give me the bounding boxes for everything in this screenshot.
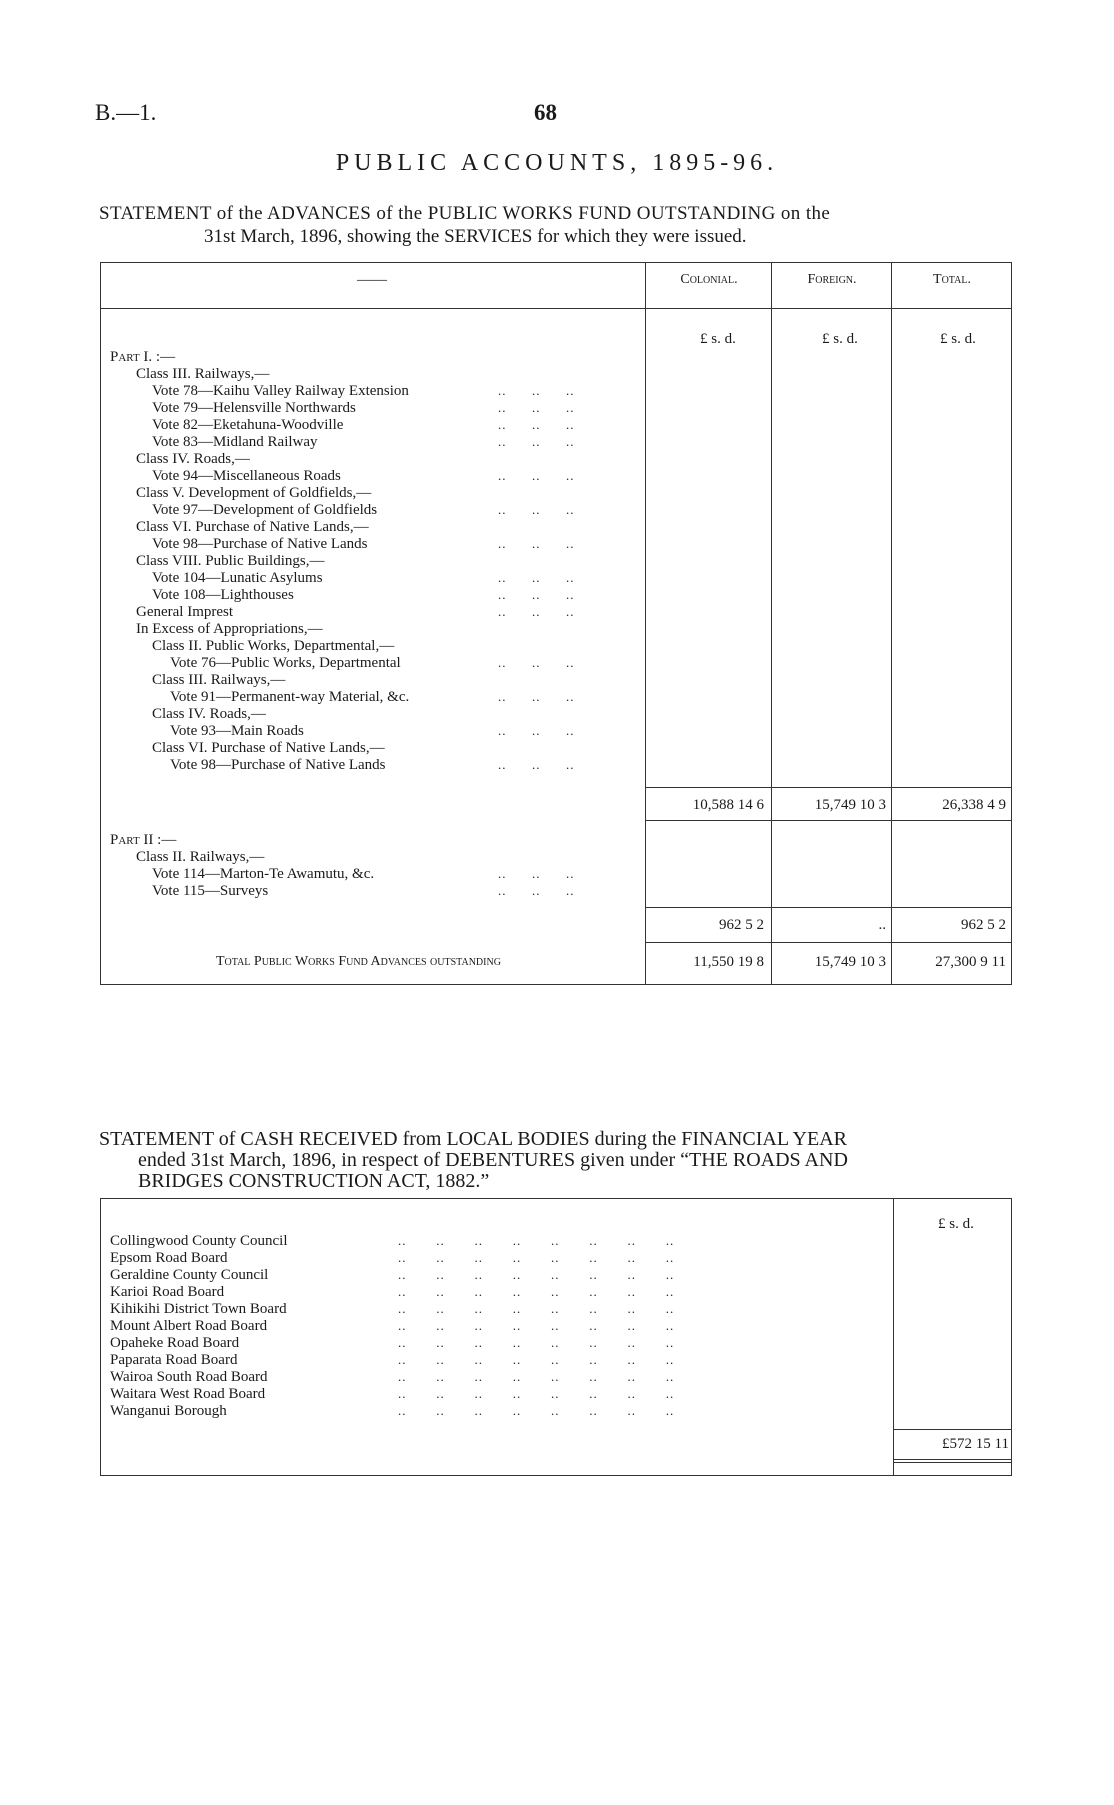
leader-dots: .. .. .. .. .. .. .. ..	[398, 1335, 675, 1350]
leader-dots: .. .. .. .. .. .. .. ..	[398, 1250, 675, 1265]
part2-subtotal-rule	[645, 907, 1012, 908]
total-column-header: Total.	[933, 272, 971, 287]
colonial-units: £ s. d.	[700, 331, 736, 347]
local-body-name: Epsom Road Board	[110, 1250, 228, 1266]
table2-right-rule	[1011, 1198, 1012, 1475]
row-heading: Class III. Railways,—	[152, 672, 286, 688]
leader-dots: .. .. ..	[498, 400, 575, 415]
row-label: General Imprest	[136, 604, 234, 620]
row-heading: In Excess of Appropriations,—	[136, 621, 323, 637]
row-label: Vote 98—Purchase of Native Lands	[152, 536, 368, 552]
leader-dots: .. .. ..	[498, 689, 575, 704]
leader-dots: .. .. ..	[498, 655, 575, 670]
statement2-heading-line2: ended 31st March, 1896, in respect of DEBENTURES given under “THE ROADS AND	[138, 1149, 848, 1171]
part2-total-foreign: ..	[878, 917, 886, 933]
leader-dots: .. .. .. .. .. .. .. ..	[398, 1386, 675, 1401]
total-units: £ s. d.	[940, 331, 976, 347]
grand-total-colonial: 11,550 19 8	[693, 954, 764, 970]
part2-total-total: 962 5 2	[961, 917, 1006, 933]
part1-total-colonial: 10,588 14 6	[692, 797, 764, 813]
leader-dots: .. .. ..	[498, 434, 575, 449]
leader-dots: .. .. .. .. .. .. .. ..	[398, 1403, 675, 1418]
local-body-name: Wairoa South Road Board	[110, 1369, 268, 1385]
row-label: Vote 114—Marton-Te Awamutu, &c.	[152, 866, 375, 882]
table1-dash-header: ——	[357, 272, 387, 288]
part1-subtotal-underline	[645, 820, 1012, 821]
leader-dots: .. .. ..	[498, 723, 575, 738]
local-body-name: Karioi Road Board	[110, 1284, 225, 1300]
row-heading: Class VIII. Public Buildings,—	[136, 553, 325, 569]
table1-left-rule	[100, 262, 101, 984]
page-title: PUBLIC ACCOUNTS, 1895-96.	[335, 150, 779, 176]
row-label: Vote 82—Eketahuna-Woodville	[152, 417, 344, 433]
local-body-name: Opaheke Road Board	[110, 1335, 240, 1351]
leader-dots: .. .. ..	[498, 570, 575, 585]
leader-dots: .. .. ..	[498, 502, 575, 517]
row-label: Vote 78—Kaihu Valley Railway Extension	[152, 383, 409, 399]
row-heading: Class IV. Roads,—	[152, 706, 266, 722]
row-label: Vote 98—Purchase of Native Lands	[170, 757, 386, 773]
table2-amount-rule	[893, 1198, 894, 1475]
statement2-heading-line1: STATEMENT of CASH RECEIVED from LOCAL BODIES during the FINANCIAL YEAR	[99, 1128, 847, 1150]
leader-dots: .. .. .. .. .. .. .. ..	[398, 1284, 675, 1299]
row-label: Vote 93—Main Roads	[170, 723, 304, 739]
leader-dots: .. .. ..	[498, 417, 575, 432]
row-label: Vote 97—Development of Goldfields	[152, 502, 378, 518]
table1-foreign-rule	[771, 262, 772, 984]
leader-dots: .. .. ..	[498, 757, 575, 772]
table2-total-underline-1	[893, 1459, 1012, 1460]
row-heading: Class III. Railways,—	[136, 366, 270, 382]
document-series: B.—1.	[95, 100, 157, 125]
row-heading: Class II. Public Works, Departmental,—	[152, 638, 395, 654]
leader-dots: .. .. ..	[498, 468, 575, 483]
table2-total-underline-2	[893, 1462, 1012, 1463]
table2-total-rule	[893, 1429, 1012, 1430]
statement1-heading-line2: 31st March, 1896, showing the SERVICES for which they were issued.	[204, 226, 747, 247]
leader-dots: .. .. ..	[498, 604, 575, 619]
leader-dots: .. .. ..	[498, 587, 575, 602]
local-body-name: Kihikihi District Town Board	[110, 1301, 287, 1317]
grand-total-foreign: 15,749 10 3	[814, 954, 886, 970]
row-heading: Class V. Development of Goldfields,—	[136, 485, 372, 501]
row-label: Vote 79—Helensville Northwards	[152, 400, 356, 416]
local-body-name: Geraldine County Council	[110, 1267, 269, 1283]
grand-total-label: Total Public Works Fund Advances outstanding	[216, 954, 501, 969]
table2-total: £572 15 11	[942, 1436, 1009, 1452]
local-body-name: Collingwood County Council	[110, 1233, 288, 1249]
part2-subtotal-underline	[645, 942, 1012, 943]
table1-total-rule	[891, 262, 892, 984]
part1-subtotal-rule	[645, 787, 1012, 788]
leader-dots: .. .. ..	[498, 866, 575, 881]
table2-left-rule	[100, 1198, 101, 1475]
colonial-column-header: Colonial.	[680, 272, 738, 287]
leader-dots: .. .. .. .. .. .. .. ..	[398, 1369, 675, 1384]
statement1-heading-line1: STATEMENT of the ADVANCES of the PUBLIC WORKS FUND OUTSTANDING on the	[99, 203, 831, 224]
leader-dots: .. .. .. .. .. .. .. ..	[398, 1318, 675, 1333]
row-heading: Class IV. Roads,—	[136, 451, 250, 467]
local-body-name: Wanganui Borough	[110, 1403, 227, 1419]
row-label: Vote 94—Miscellaneous Roads	[152, 468, 341, 484]
local-body-name: Paparata Road Board	[110, 1352, 238, 1368]
local-body-name: Waitara West Road Board	[110, 1386, 266, 1402]
table1-top-rule	[100, 262, 1012, 263]
table2-units: £ s. d.	[938, 1216, 974, 1232]
part1-heading: Part I. :—	[110, 349, 176, 365]
table1-colonial-rule	[645, 262, 646, 984]
leader-dots: .. .. .. .. .. .. .. ..	[398, 1352, 675, 1367]
table2-bottom-rule	[100, 1475, 1012, 1476]
part2-total-colonial: 962 5 2	[719, 917, 764, 933]
part1-total-foreign: 15,749 10 3	[814, 797, 886, 813]
page-number: 68	[534, 100, 557, 125]
leader-dots: .. .. .. .. .. .. .. ..	[398, 1233, 675, 1248]
table1-header-rule	[100, 308, 1012, 309]
part1-total-total: 26,338 4 9	[942, 797, 1006, 813]
row-label: Vote 104—Lunatic Asylums	[152, 570, 323, 586]
row-label: Vote 76—Public Works, Departmental	[170, 655, 401, 671]
leader-dots: .. .. ..	[498, 883, 575, 898]
foreign-column-header: Foreign.	[807, 272, 857, 287]
row-label: Vote 115—Surveys	[152, 883, 269, 899]
row-label: Vote 83—Midland Railway	[152, 434, 318, 450]
row-heading: Class VI. Purchase of Native Lands,—	[152, 740, 385, 756]
row-label: Vote 91—Permanent-way Material, &c.	[170, 689, 410, 705]
local-body-name: Mount Albert Road Board	[110, 1318, 268, 1334]
part2-heading: Part II :—	[110, 832, 177, 848]
statement2-heading-line3: BRIDGES CONSTRUCTION ACT, 1882.”	[138, 1170, 490, 1192]
row-heading: Class VI. Purchase of Native Lands,—	[136, 519, 369, 535]
leader-dots: .. .. .. .. .. .. .. ..	[398, 1301, 675, 1316]
leader-dots: .. .. ..	[498, 536, 575, 551]
table2-top-rule	[100, 1198, 1012, 1199]
grand-total-total: 27,300 9 11	[935, 954, 1006, 970]
row-label: Vote 108—Lighthouses	[152, 587, 294, 603]
leader-dots: .. .. .. .. .. .. .. ..	[398, 1267, 675, 1282]
row-heading: Class II. Railways,—	[136, 849, 265, 865]
table1-bottom-rule	[100, 984, 1012, 985]
table1-right-rule	[1011, 262, 1012, 984]
leader-dots: .. .. ..	[498, 383, 575, 398]
foreign-units: £ s. d.	[822, 331, 858, 347]
